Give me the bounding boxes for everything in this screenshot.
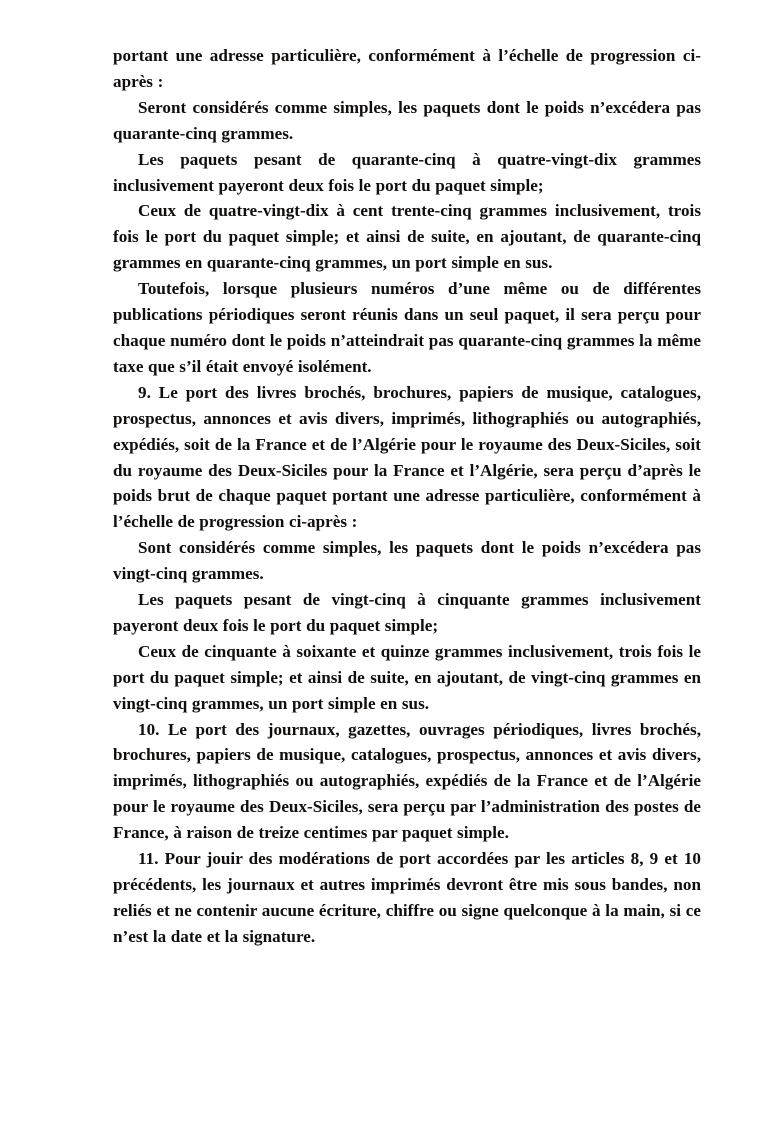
paragraph-article-9: 9. Le port des livres brochés, brochures, papiers de musique, catalogues, prospectus, annonces et avis divers, imprimés, lithographiés ou autographiés, expédiés, soit de la France et de l’Algérie pour le royaume des Deux-Siciles, soit du royaume des Deux-Siciles pour la France et l’Algérie, sera perçu d’après le poids brut de chaque paquet portant une adresse particulière, conformément à l’échelle de progression ci-après :	[113, 382, 701, 532]
paragraph: Sont considérés comme simples, les paquets dont le poids n’excédera pas vingt-cinq grammes.	[113, 538, 701, 584]
paragraph: Les paquets pesant de vingt-cinq à cinquante grammes inclusivement payeront deux fois le port du paquet simple;	[113, 590, 701, 635]
paragraph: Ceux de quatre-vingt-dix à cent trente-cinq grammes inclusivement, trois fois le port du paquet simple; et ainsi de suite, en ajoutant, de quarante-cinq grammes en quarante-cinq grammes, un port simple en sus.	[113, 201, 701, 273]
paragraph-article-10: 10. Le port des journaux, gazettes, ouvrages périodiques, livres brochés, brochures, papiers de musique, catalogues, prospectus, annonces et avis divers, imprimés, lithographiés ou autographiés, expédiés de la France et de l’Algérie pour le royaume des Deux-Siciles, sera perçu par l’administration des postes de France, à raison de treize centimes par paquet simple.	[113, 719, 701, 843]
paragraph: Les paquets pesant de quarante-cinq à quatre-vingt-dix grammes inclusivement payeront deux fois le port du paquet simple;	[113, 149, 701, 195]
paragraph: Seront considérés comme simples, les paquets dont le poids n’excédera pas quarante-cinq grammes.	[113, 97, 701, 143]
paragraph-article-11: 11. Pour jouir des modérations de port accordées par les articles 8, 9 et 10 précédents, les journaux et autres imprimés devront être mis sous bandes, non reliés et ne contenir aucune écriture, chiffre ou signe quelconque à la main, si ce n’est la date et la signature.	[113, 849, 701, 946]
paragraph: portant une adresse particulière, conformément à l’échelle de progression ci-après :	[113, 46, 701, 91]
paragraph: Ceux de cinquante à soixante et quinze grammes inclusivement, trois fois le port du paquet simple; et ainsi de suite, en ajoutant, de vingt-cinq grammes en vingt-cinq grammes, un port simple en sus.	[113, 641, 701, 713]
page-text-block	[113, 43, 701, 950]
paragraph: Toutefois, lorsque plusieurs numéros d’une même ou de différentes publications périodiques seront réunis dans un seul paquet, il sera perçu pour chaque numéro dont le poids n’atteindrait pas quarante-cinq grammes la même taxe que s’il était envoyé isolément.	[113, 279, 701, 376]
